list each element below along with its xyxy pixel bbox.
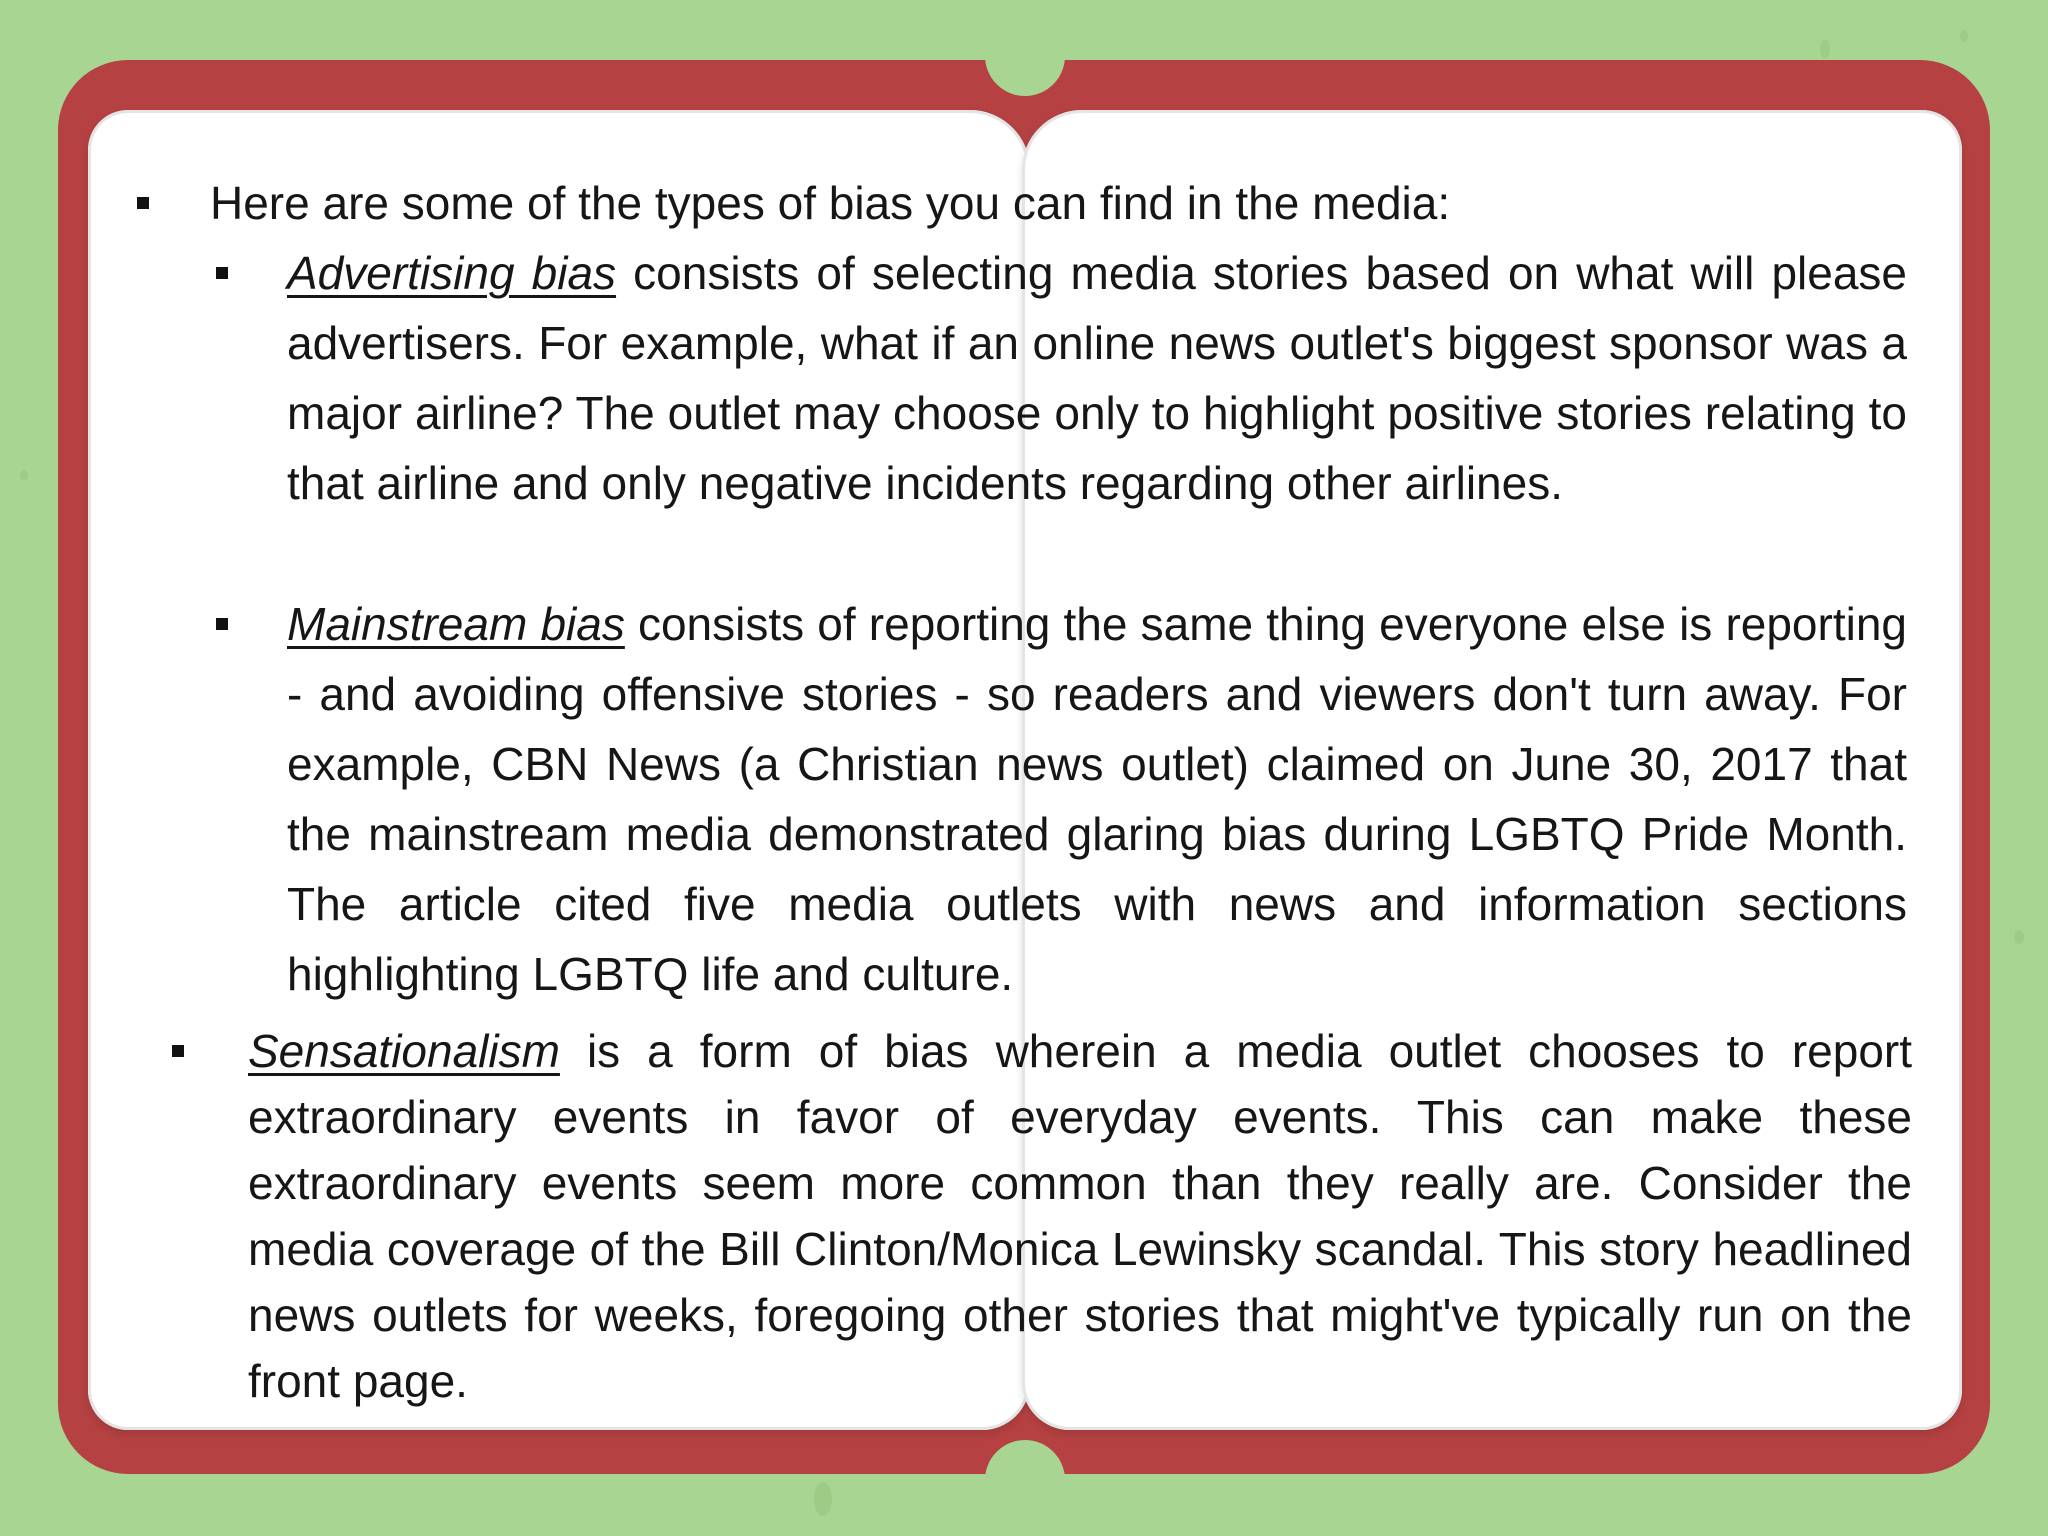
term-sensationalism: Sensationalism xyxy=(248,1025,560,1077)
list-item-text xyxy=(248,1018,1912,1414)
list-item-mainstream-bias xyxy=(287,589,1907,1009)
definition-mainstream-bias: consists of reporting the same thing everyone else is reporting - and avoiding offensive stories - so readers and viewers don't turn away. For example, CBN News (a Christian news outlet) claimed on June 30, 2017 that the mainstream media demonstrated glaring bias during LGBTQ Pride Month. The article cited five media outlets with news and information sections highlighting LGBTQ life and culture. xyxy=(287,598,1907,1000)
square-bullet-icon xyxy=(216,267,228,279)
list-item-advertising-bias xyxy=(287,238,1907,518)
term-advertising-bias: Advertising bias xyxy=(287,247,617,299)
intro-text: Here are some of the types of bias you can find in the media: xyxy=(210,177,1451,229)
term-mainstream-bias: Mainstream bias xyxy=(287,598,625,650)
definition-advertising-bias: consists of selecting media stories based on what will please advertisers. For example, what if an online news outlet's biggest sponsor was a major airline? The outlet may choose only to highlight positive stories relating to that airline and only negative incidents regarding other airlines. xyxy=(287,247,1908,509)
list-item-text xyxy=(287,238,1907,518)
intro-item xyxy=(210,168,1910,238)
square-bullet-icon xyxy=(172,1045,184,1057)
square-bullet-icon xyxy=(216,618,228,630)
definition-sensationalism: is a form of bias wherein a media outlet chooses to report extraordinary events in favor of everyday events. This can make these extraordinary events seem more common than they really are. Consider the media coverage of the Bill Clinton/Monica Lewinsky scandal. This story headlined news outlets for weeks, foregoing other stories that might've typically run on the front page. xyxy=(248,1025,1912,1407)
square-bullet-icon xyxy=(137,197,149,209)
list-item-sensationalism xyxy=(248,1018,1912,1414)
list-item-text xyxy=(287,589,1907,1009)
